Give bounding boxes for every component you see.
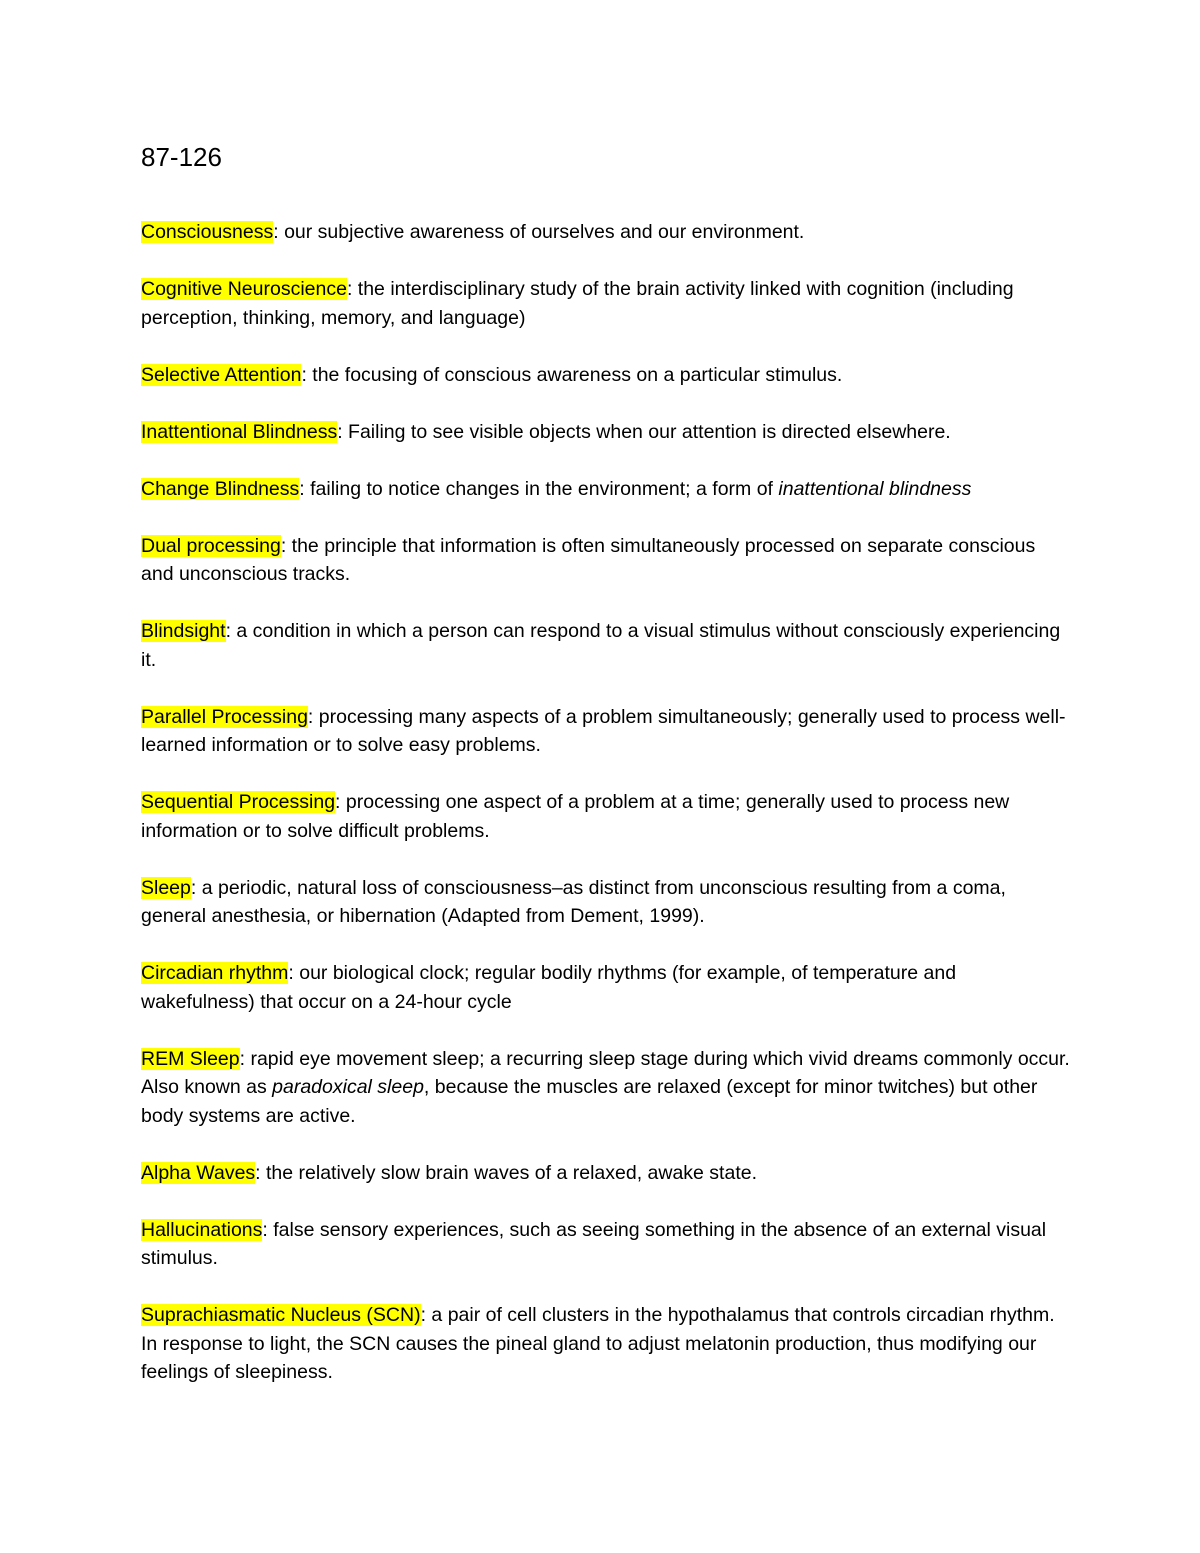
definition-text: : false sensory experiences, such as seeing something in the absence of an external visual stimulus. <box>141 1218 1047 1269</box>
definition <box>141 620 1060 671</box>
definition <box>299 478 971 500</box>
glossary-entry <box>141 1301 1071 1387</box>
definition-text: : the principle that information is often simultaneously processed on separate conscious and unconscious tracks. <box>141 534 1036 585</box>
term-highlight: REM Sleep <box>141 1047 240 1070</box>
term-highlight: Dual processing <box>141 534 281 557</box>
definition-text: : processing one aspect of a problem at a time; generally used to process new information or to solve difficult problems. <box>141 791 1010 842</box>
glossary-entry <box>141 418 1071 447</box>
glossary-entry <box>141 1045 1071 1131</box>
glossary-entry <box>141 1216 1071 1273</box>
definition <box>141 877 1006 928</box>
definition-italic-text: paradoxical sleep <box>272 1076 424 1098</box>
term-highlight: Change Blindness <box>141 477 300 500</box>
term-highlight: Alpha Waves <box>141 1161 256 1184</box>
definition-text: : failing to notice changes in the environment; a form of <box>299 477 779 500</box>
glossary-entry <box>141 703 1071 760</box>
definition-text: : our subjective awareness of ourselves and our environment. <box>273 221 805 243</box>
definition <box>337 421 951 443</box>
term-highlight: Parallel Processing <box>141 705 308 728</box>
definition <box>141 1048 1070 1127</box>
term-highlight: Hallucinations <box>141 1218 263 1241</box>
definition-text: : a periodic, natural loss of consciousness–as distinct from unconscious resulting from a coma, general anesthesia, or hibernation (Adapted from Dement, 1999). <box>141 876 1006 927</box>
definition-text: : rapid eye movement sleep; a recurring sleep stage during which vivid dreams commonly occur. Also known as <box>141 1047 1070 1098</box>
glossary-entry <box>141 361 1071 390</box>
term-highlight: Blindsight <box>141 620 226 642</box>
definition <box>273 221 804 243</box>
definition-text: : the relatively slow brain waves of a relaxed, awake state. <box>255 1161 758 1184</box>
definition-text: : processing many aspects of a problem simultaneously; generally used to process well-learned information or to solve easy problems. <box>141 705 1066 756</box>
definition-text: : Failing to see visible objects when our attention is directed elsewhere. <box>337 420 951 443</box>
term-highlight: Sequential Processing <box>141 791 336 813</box>
term-highlight: Suprachiasmatic Nucleus (SCN) <box>141 1304 421 1326</box>
term-highlight: Selective Attention <box>141 363 302 386</box>
term-highlight: Circadian rhythm <box>141 962 289 984</box>
glossary-entry <box>141 788 1071 845</box>
definition-text: : a condition in which a person can respond to a visual stimulus without consciously experiencing it. <box>141 620 1061 671</box>
term-highlight: Inattentional Blindness <box>141 420 338 443</box>
definition-italic-text: inattentional blindness <box>778 477 972 500</box>
term-highlight: Sleep <box>141 876 191 899</box>
glossary-entry <box>141 874 1071 931</box>
definition-text: , because the muscles are relaxed (except for minor twitches) but other body systems are active. <box>141 1076 1038 1127</box>
glossary-entry <box>141 475 1071 504</box>
definition-text: : the interdisciplinary study of the brain activity linked with cognition (including perception, thinking, memory, and language) <box>141 278 1014 329</box>
document-page <box>141 138 1071 1415</box>
definition-text: : a pair of cell clusters in the hypothalamus that controls circadian rhythm. In response to light, the SCN causes the pineal gland to adjust melatonin production, thus modifying our feelings of sleepiness. <box>141 1304 1055 1383</box>
glossary-entry <box>141 959 1071 1016</box>
glossary-entry <box>141 617 1071 674</box>
definition <box>141 1219 1046 1270</box>
term-highlight: Consciousness <box>141 221 274 243</box>
glossary-entry <box>141 532 1071 589</box>
glossary-entry <box>141 218 1071 247</box>
definition-text: : our biological clock; regular bodily rhythms (for example, of temperature and wakefulness) that occur on a 24-hour cycle <box>141 962 957 1013</box>
glossary-entry <box>141 1159 1071 1188</box>
glossary-entry <box>141 275 1071 332</box>
term-highlight: Cognitive Neuroscience <box>141 278 347 300</box>
definition-text: : the focusing of conscious awareness on a particular stimulus. <box>301 363 843 386</box>
definition <box>301 364 842 386</box>
page-title: 87-126 <box>141 142 222 172</box>
definition <box>255 1162 757 1184</box>
